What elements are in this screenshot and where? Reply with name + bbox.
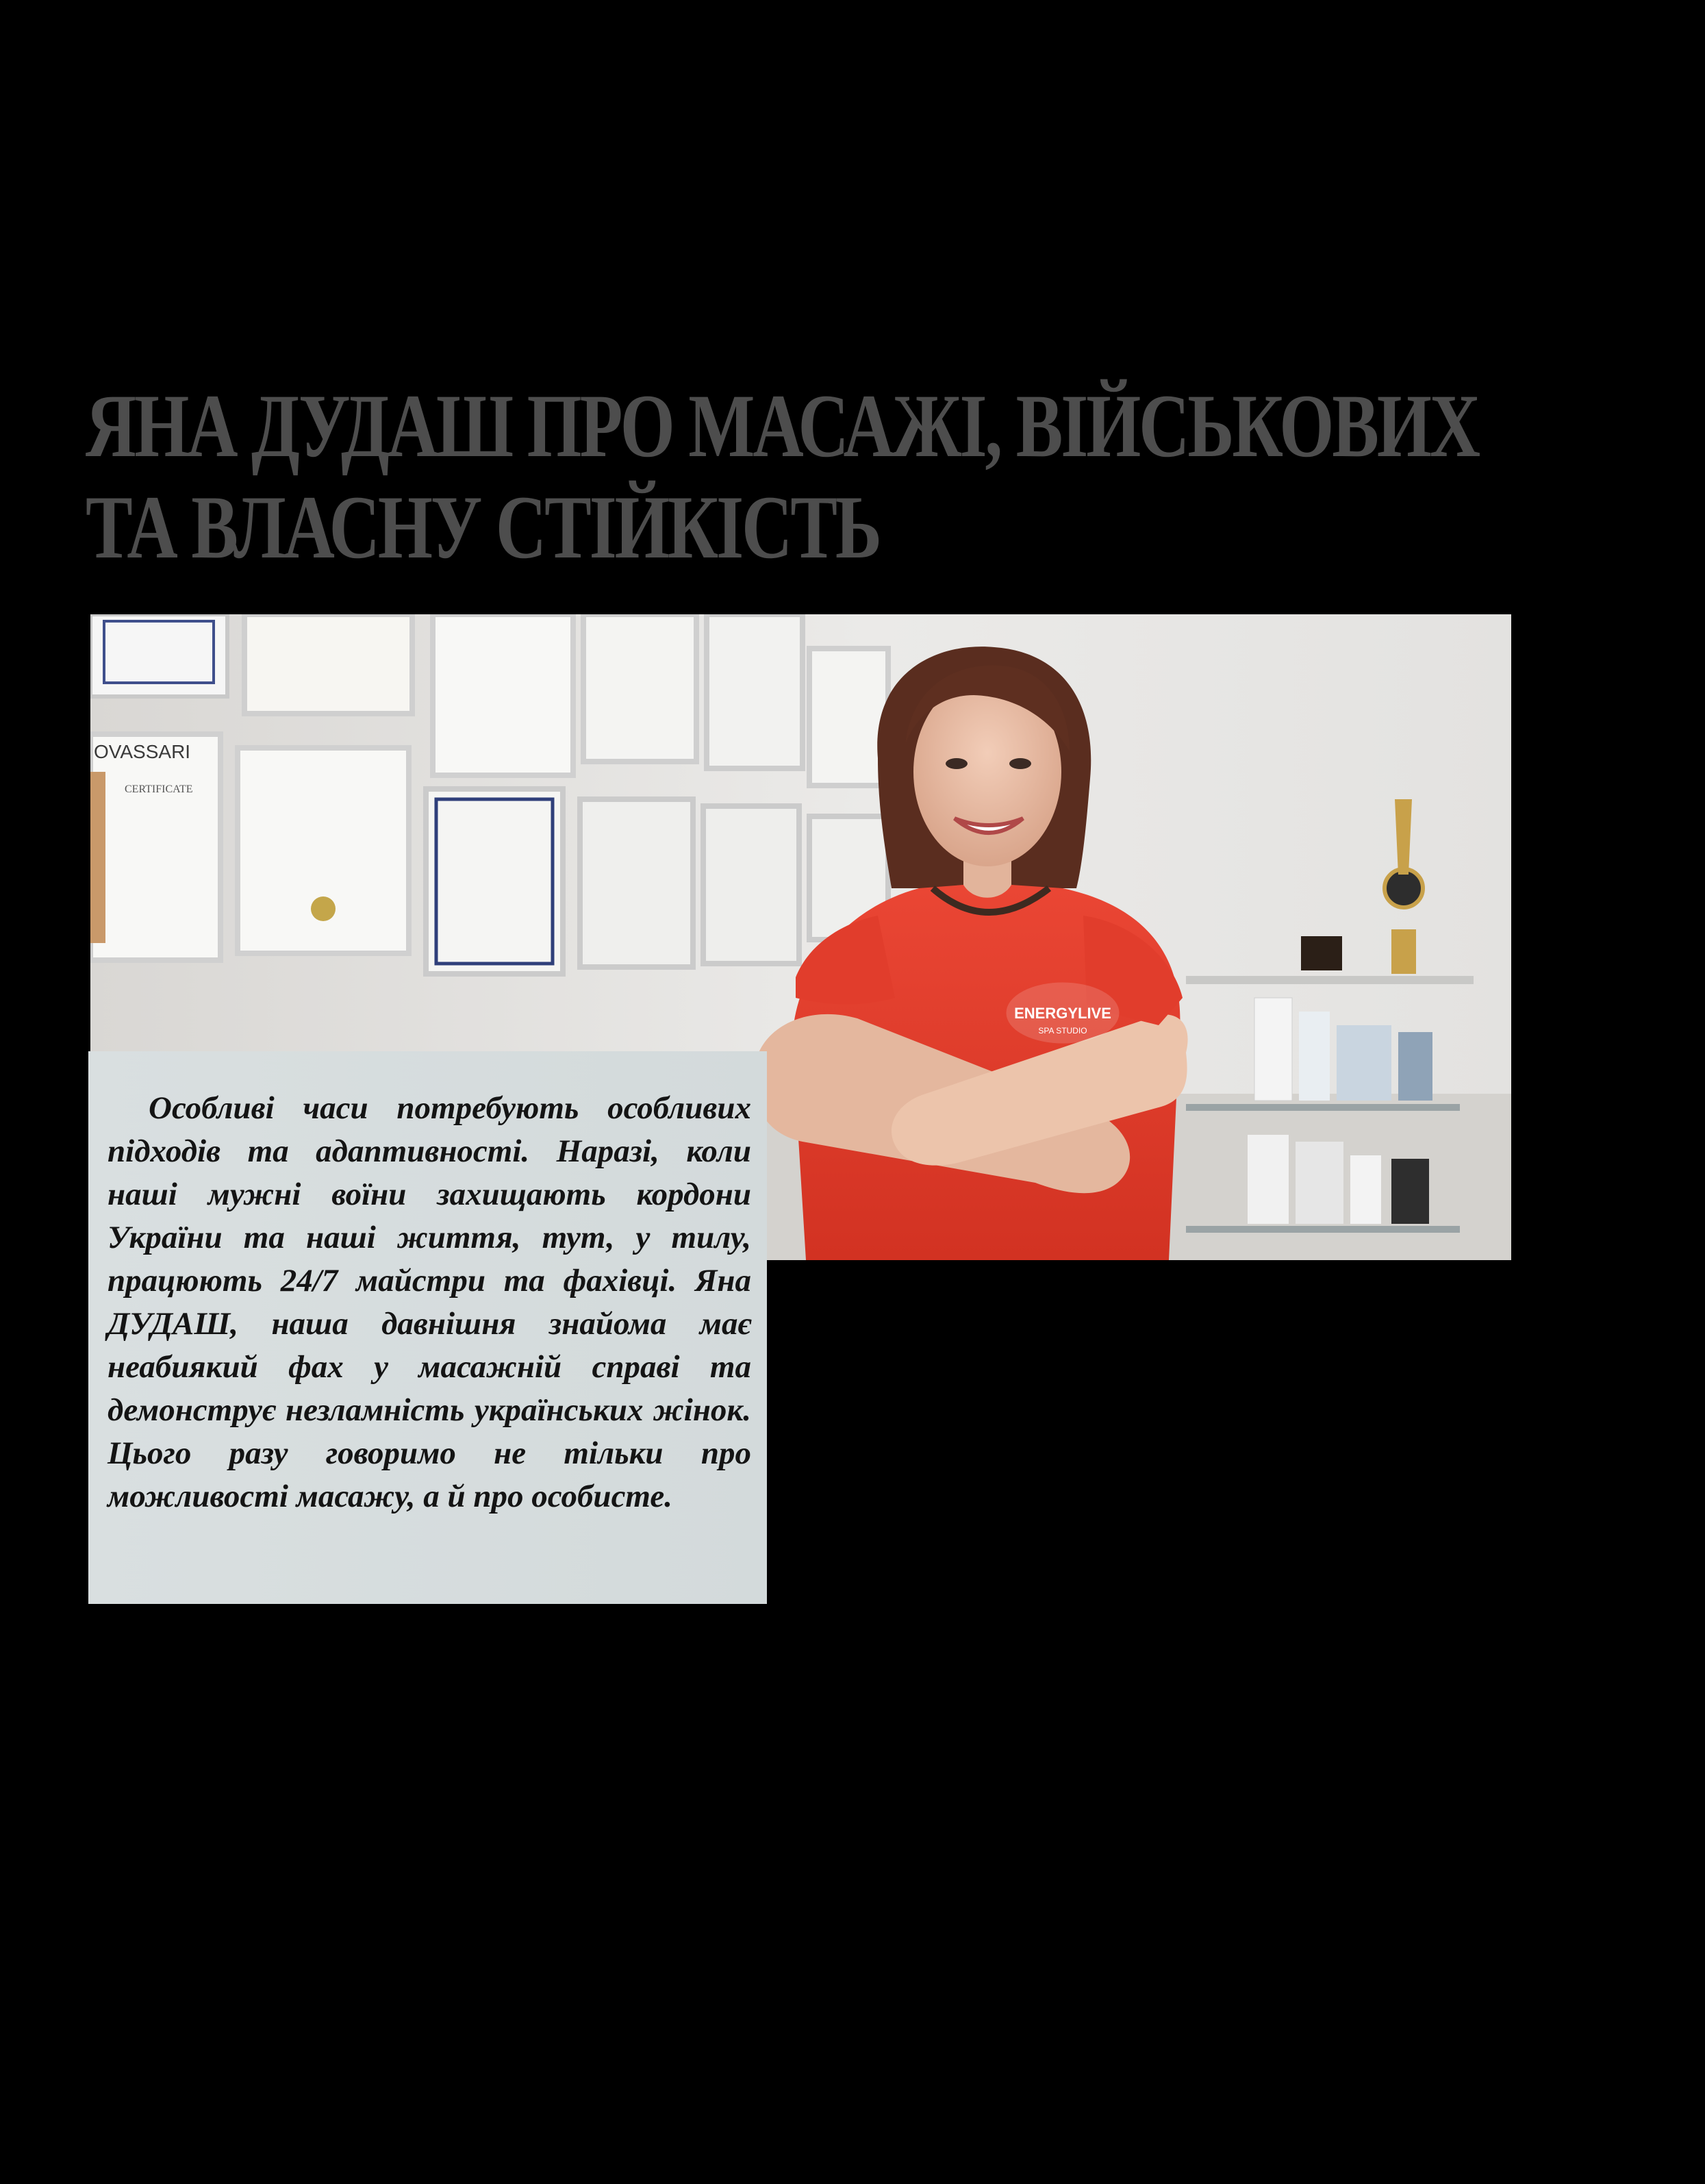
shirt-logo: ENERGYLIVE (1014, 1005, 1111, 1022)
headline-line-2: ТА ВЛАСНУ СТІЙКІСТЬ (86, 477, 880, 577)
certificate-word: CERTIFICATE (125, 783, 193, 795)
lead-box (88, 1051, 767, 1604)
headline-line-1: ЯНА ДУДАШ ПРО МАСАЖІ, ВІЙСЬКОВИХ (86, 375, 1479, 476)
shirt-logo-sub: SPA STUDIO (1038, 1026, 1087, 1035)
article-headline (86, 375, 1479, 578)
certificate-brand: OVASSARI (94, 741, 191, 762)
article-lead: Особливі часи потребують особливих підходів та адаптивності. Наразі, коли наші мужні воїни захищають кордони України та наші життя, тут, у тилу, працюють 24/7 майстри та фахівці. Яна ДУДАШ, наша давнішня знайома має неабиякий фах у масажній справі та демонструє незламність українських жінок. Цього разу говоримо не тільки про можливості масажу, а й про особисте. (108, 1090, 751, 1514)
